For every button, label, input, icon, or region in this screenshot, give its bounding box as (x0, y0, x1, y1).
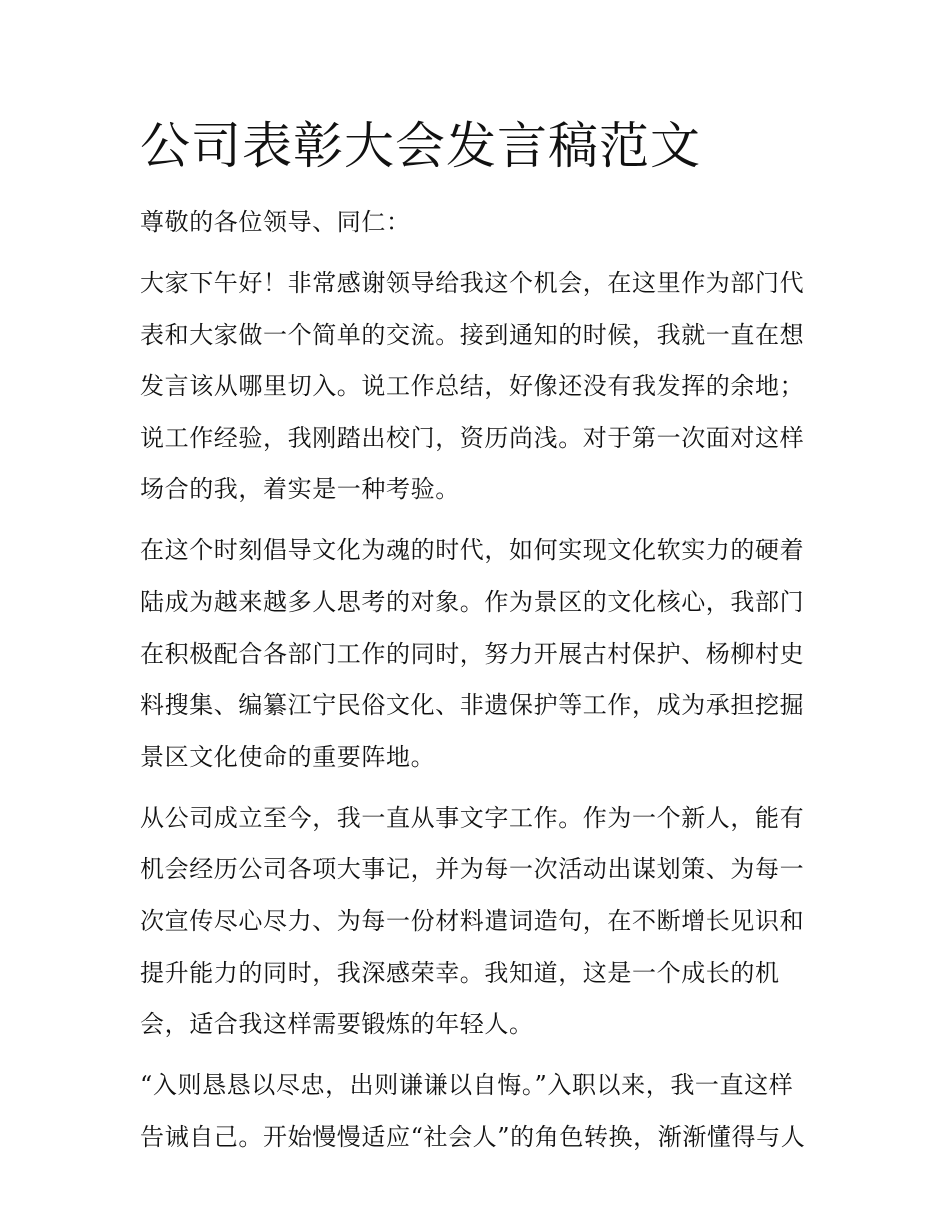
text-line: 从公司成立至今，我一直从事文字工作。作为一个新人，能有 (140, 803, 805, 832)
text-line: 机会经历公司各项大事记，并为每一次活动出谋划策、为每一 (140, 855, 805, 884)
text-line: 料搜集、编纂江宁民俗文化、非遗保护等工作，成为承担挖掘 (140, 691, 805, 720)
text-line: 次宣传尽心尽力、为每一份材料遣词造句，在不断增长见识和 (140, 906, 805, 935)
text-line: 在积极配合各部门工作的同时，努力开展古村保护、杨柳村史 (140, 639, 805, 668)
text-line: “入则恳恳以尽忠，出则谦谦以自悔。”入职以来，我一直这样 (140, 1071, 794, 1100)
text-line: 陆成为越来越多人思考的对象。作为景区的文化核心，我部门 (140, 587, 805, 616)
document-body (140, 201, 820, 1167)
text-line: 表和大家做一个简单的交流。接到通知的时候，我就一直在想 (140, 320, 805, 349)
text-line: 说工作经验，我刚踏出校门，资历尚浅。对于第一次面对这样 (140, 423, 805, 452)
text-line: 发言该从哪里切入。说工作总结，好像还没有我发挥的余地； (140, 372, 805, 401)
text-line: 场合的我，着实是一种考验。 (140, 475, 460, 504)
text-line: 告诫自己。开始慢慢适应“社会人”的角色转换，渐渐懂得与人 (140, 1122, 806, 1151)
text-line: 在这个时刻倡导文化为魂的时代，如何实现文化软实力的硬着 (140, 536, 805, 565)
text-line: 会，适合我这样需要锻炼的年轻人。 (140, 1010, 534, 1039)
text-line: 尊敬的各位领导、同仁： (140, 208, 411, 236)
text-line: 景区文化使命的重要阵地。 (140, 742, 436, 771)
text-line: 大家下午好！非常感谢领导给我这个机会，在这里作为部门代 (140, 269, 805, 297)
text-line: 提升能力的同时，我深感荣幸。我知道，这是一个成长的机 (140, 958, 780, 987)
document-title: 公司表彰大会发言稿范文 (140, 117, 701, 175)
